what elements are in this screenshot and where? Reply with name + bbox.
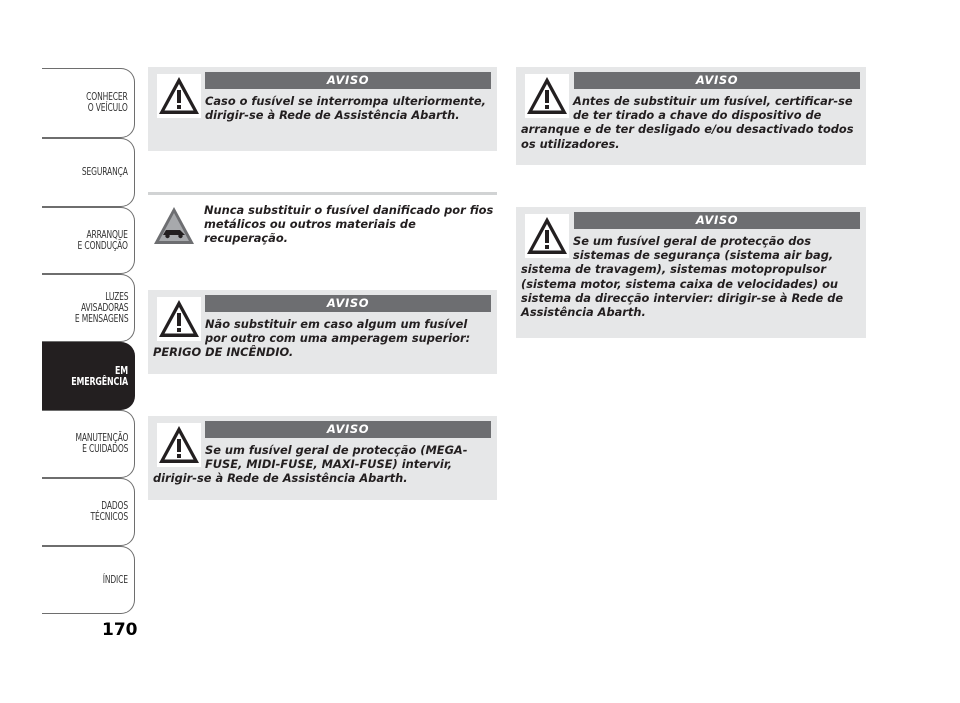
note-text: Nunca substituir o fusível danificado por fios metálicos ou outros materiais de recuperação. <box>204 203 494 246</box>
tab-indice[interactable] <box>42 546 135 614</box>
icon-spacer <box>521 94 573 121</box>
tab-label: MANUTENÇÃO E CUIDADOS <box>75 432 128 455</box>
tab-arranque-e-conducao[interactable] <box>42 207 135 274</box>
warning-body: Se um fusível geral de protecção (MEGA-FUSE, MIDI-FUSE, MAXI-FUSE) intervir, dirigir-se à Rede de Assistência Abarth. <box>153 443 468 486</box>
warning-body: Não substituir em caso algum um fusível por outro com uma amperagem superior: PERIGO DE INCÊNDIO. <box>153 317 471 360</box>
warning-box <box>148 67 497 151</box>
tab-label: ÍNDICE <box>102 573 128 586</box>
page-number: 170 <box>102 620 138 640</box>
tab-label: CONHECER O VEÍCULO <box>86 91 128 114</box>
warning-heading: AVISO <box>205 72 491 89</box>
tab-seguranca[interactable] <box>42 138 135 207</box>
tab-label: ARRANQUE E CONDUÇÃO <box>77 228 128 252</box>
warning-box <box>516 207 866 338</box>
warning-box <box>148 290 497 374</box>
icon-spacer <box>153 317 205 344</box>
warning-body: Se um fusível geral de protecção dos sistemas de segurança (sistema air bag, sistema de travagem), sistemas motopropulsor (sistema motor, sistema caixa de velocidades) ou sistema da direcção intervier: dirigir-se à Rede de Assistência Abarth. <box>521 234 844 320</box>
car-hazard-icon <box>152 204 196 248</box>
warning-text <box>153 317 491 360</box>
warning-heading: AVISO <box>205 421 491 438</box>
warning-text <box>521 94 860 151</box>
tab-dados-tecnicos[interactable] <box>42 478 135 546</box>
tab-label: DADOS TÉCNICOS <box>90 500 128 523</box>
note-block <box>148 192 497 257</box>
tab-luzes-avisadoras[interactable] <box>42 274 135 342</box>
tab-label: LUZES AVISADORAS E MENSAGENS <box>74 290 128 325</box>
warning-body: Antes de substituir um fusível, certificar-se de ter tirado a chave do dispositivo de arranque e de ter desligado e/ou desactivado todos os utilizadores. <box>521 94 854 151</box>
icon-spacer <box>521 234 573 261</box>
tab-label: SEGURANÇA <box>82 166 128 178</box>
icon-spacer <box>153 443 205 470</box>
warning-text <box>153 94 491 122</box>
warning-heading: AVISO <box>574 72 860 89</box>
tab-conhecer-o-veiculo[interactable] <box>42 68 135 138</box>
warning-box <box>148 416 497 500</box>
warning-body: Caso o fusível se interrompa ulteriormente, dirigir-se à Rede de Assistência Abarth. <box>205 94 486 123</box>
warning-box <box>516 67 866 165</box>
warning-heading: AVISO <box>574 212 860 229</box>
icon-spacer <box>153 94 205 121</box>
warning-text <box>521 234 860 319</box>
tab-label: EM EMERGÊNCIA <box>71 364 128 388</box>
warning-heading: AVISO <box>205 295 491 312</box>
tab-manutencao-e-cuidados[interactable] <box>42 410 135 478</box>
tab-em-emergencia[interactable] <box>42 342 135 410</box>
warning-text <box>153 443 491 486</box>
